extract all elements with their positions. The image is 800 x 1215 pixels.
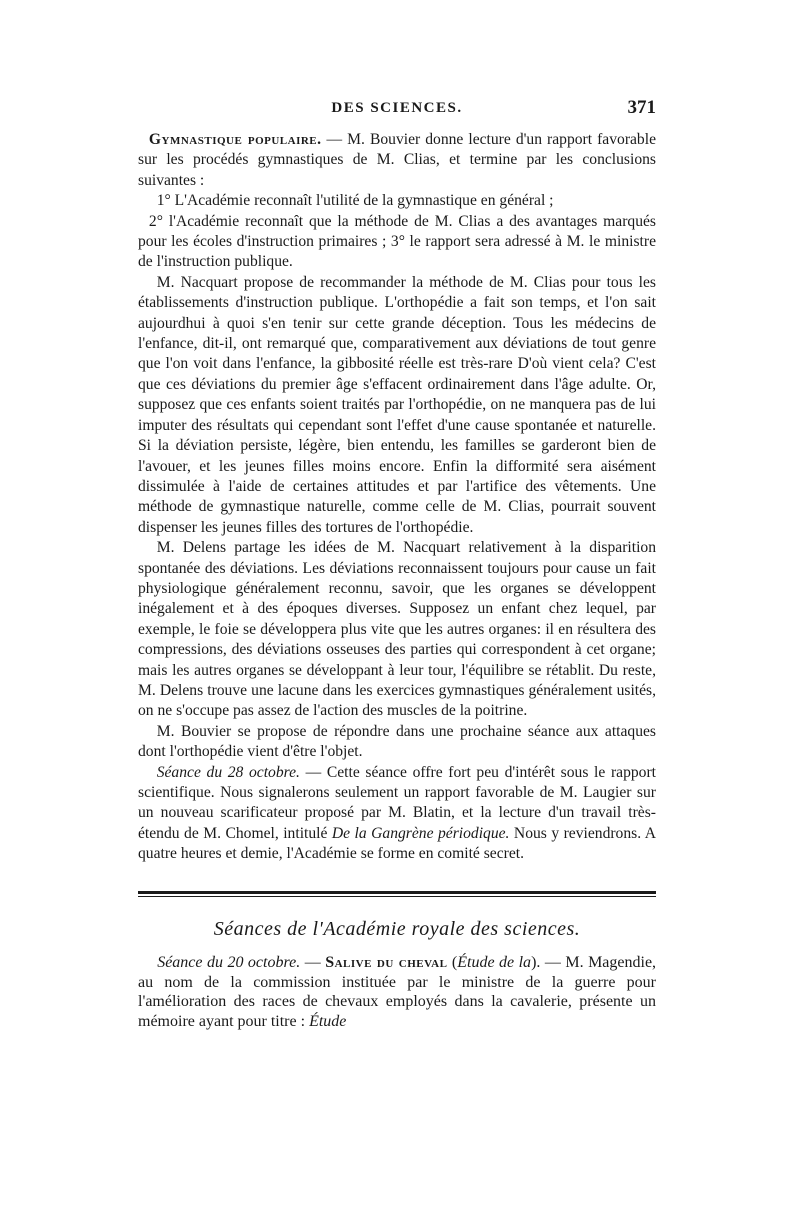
study-ref: Étude de la xyxy=(457,954,532,972)
paragraph-text: — M. Bouvier donne lecture d'un rapport favorable sur les procédés gymnastiques de M. Clias, et termine par les conclusions suivantes : xyxy=(138,131,656,189)
dash: — xyxy=(300,954,326,972)
section-divider xyxy=(138,891,656,897)
page-header xyxy=(138,97,656,124)
section-heading-gymnastique: Gymnastique populaire. xyxy=(148,131,322,148)
divider-thin-rule xyxy=(138,896,656,897)
paragraph-delens: M. Delens partage les idées de M. Nacquart relativement à la disparition spontanée des déviations. Les déviations reconnaissent toujours pour cause un fait physiologique généralement reconnu, savoir, que les organes se développent inégalement et à des époques diverses. Supposez un enfant chez lequel, par exemple, le foie se développera plus vite que les autres organes: il en résultera des compressions, des déviations osseuses des parties qui correspondent à cet organe; mais les autres organes se développant à leur tour, l'équilibre se rétablit. Du reste, M. Delens trouve une lacune dans les exercices gymnastiques généralement usités, on ne s'occupe pas assez de l'action des muscles de la poitrine. xyxy=(138,539,656,720)
paren-close: ). — xyxy=(531,954,566,972)
paragraph-gymnastique xyxy=(138,130,656,191)
page-body xyxy=(138,130,656,1031)
paragraph-bouvier: M. Bouvier se propose de répondre dans une prochaine séance aux attaques dont l'orthopédie vient d'être l'objet. xyxy=(138,722,656,761)
page-number: 371 xyxy=(627,97,656,118)
conclusion-2-3: 2° l'Académie reconnaît que la méthode de M. Clias a des avantages marqués pour les écoles d'instruction primaires ; 3° le rapport sera adressé à M. le ministre de l'instruction publique. xyxy=(138,212,656,271)
running-title: DES SCIENCES. xyxy=(331,100,463,116)
section-title: Séances de l'Académie royale des sciences. xyxy=(213,917,581,940)
seance-date: Séance du 20 octobre. xyxy=(157,954,301,972)
divider-thick-rule xyxy=(138,891,656,894)
paragraph-nacquart: M. Nacquart propose de recommander la méthode de M. Clias pour tous les établissements d'instruction publique. L'orthopédie a fait son temps, et l'on sait aujourdhui à quoi s'en tenir sur cette grande déception. Tous les médecins de l'enfance, dit-il, ont remarqué que, comparativement aux déviations de tout genre que l'on voit dans l'enfance, la gibbosité réelle est très-rare D'où vient cela? C'est que ces déviations du premier âge s'effacent ordinairement dans l'âge adulte. Or, supposez que ces enfants soient traités par l'orthopédie, on ne manquera pas de lui imputer des résultats qui cependant sont l'effet d'une cause spontanée et naturelle. Si la déviation persiste, légère, bien entendu, les familles se garderont bien de l'avouer, et les jeunes filles moins encore. Enfin la difformité sera aisément dissimulée à l'aide de certaines attitudes et par l'artifice des vêtements. Une méthode de gymnastique naturelle, comme celle de M. Clias, pourrait souvent dispenser les jeunes filles des tortures de l'orthopédie. xyxy=(138,273,656,536)
paren-open: ( xyxy=(447,954,458,972)
paragraph-seance-20 xyxy=(138,953,656,1031)
paragraph-seance-28 xyxy=(138,763,656,865)
section-heading-salive: Salive du cheval xyxy=(325,954,448,972)
work-title: De la Gangrène périodique. xyxy=(331,824,510,842)
conclusion-1: 1° L'Académie reconnaît l'utilité de la gymnastique en général ; xyxy=(156,192,554,210)
paragraph-text: — Cette séance offre fort peu d'intérêt sous le rapport scientifique. Nous signalerons seulement un rapport favorable de M. Laugier sur un nouveau scarificateur proposé par M. Blatin, et la lecture d'un travail très-étendu de M. Chomel, intitulé xyxy=(138,763,656,842)
paragraph-text: Nous y reviendrons. A quatre heures et demie, l'Académie se forme en comité secret. xyxy=(138,824,656,863)
work-title: Étude xyxy=(309,1012,347,1030)
paragraph-text: M. Magendie, au nom de la commission instituée par le ministre de la guerre pour l'amélioration des races de chevaux employés dans la cavalerie, présente un mémoire ayant pour titre : xyxy=(138,954,657,1030)
seance-date: Séance du 28 octobre. xyxy=(156,763,300,781)
